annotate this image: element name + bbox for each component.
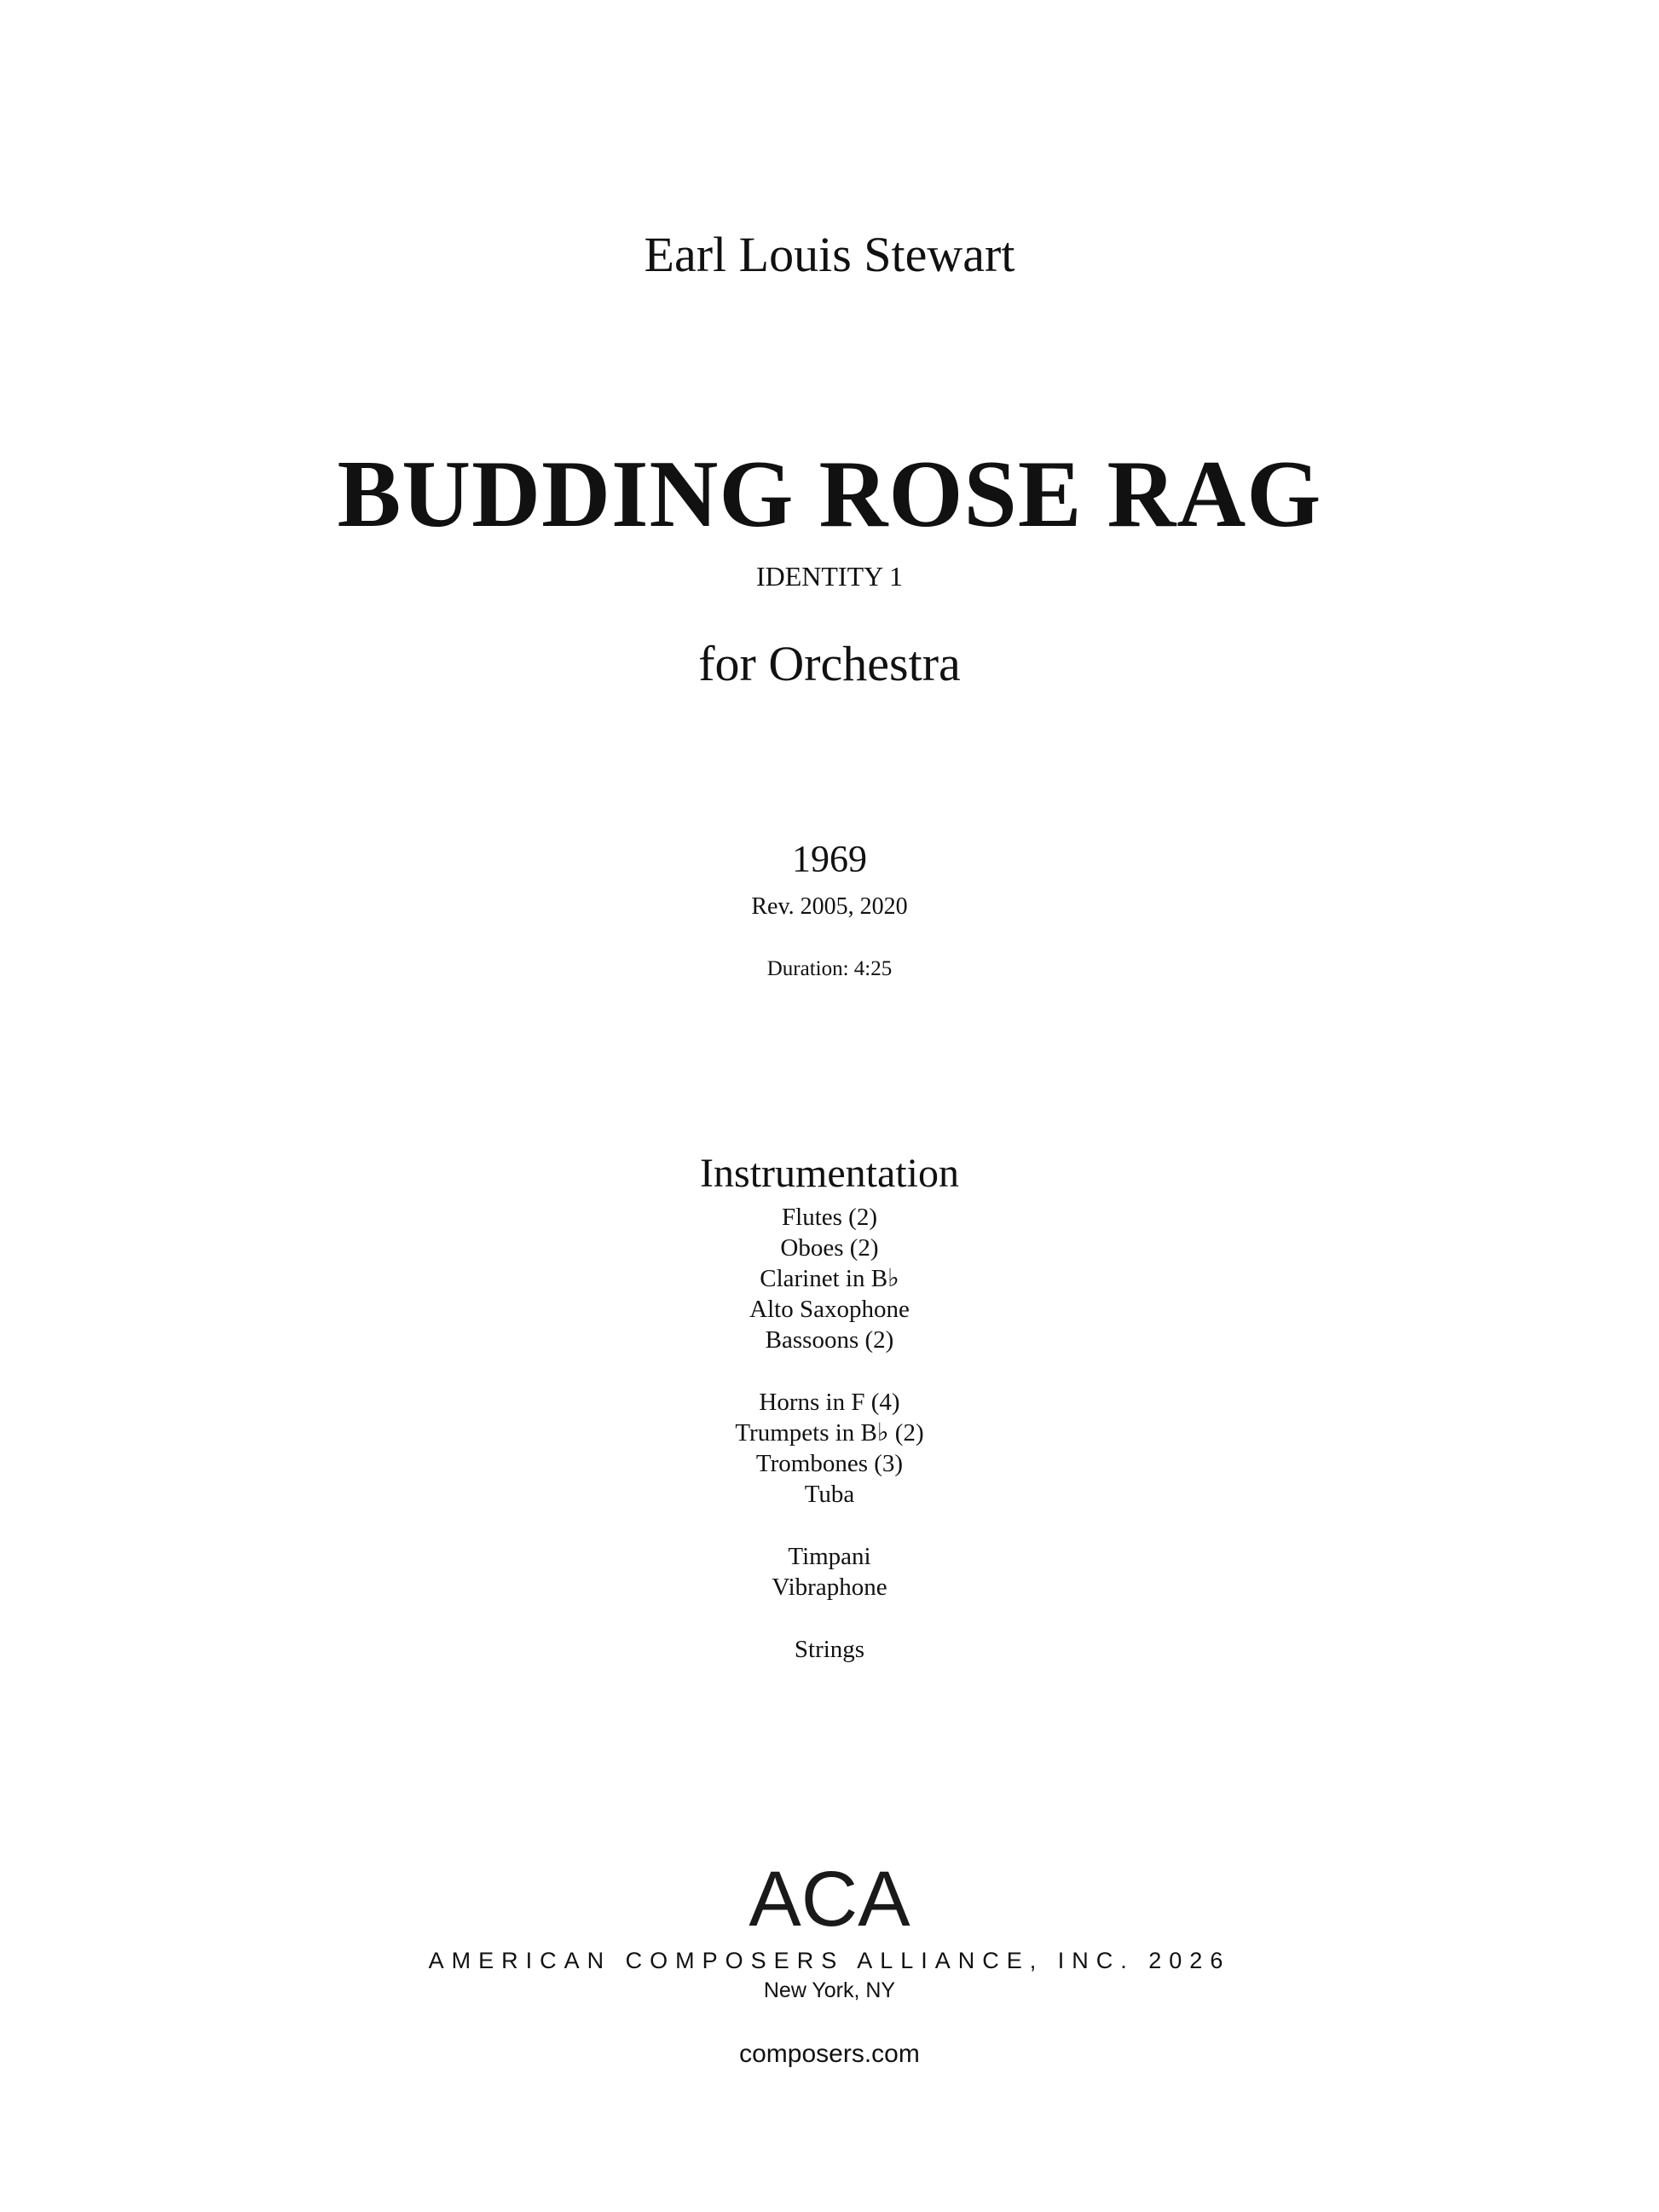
instrument-item: Trumpets in B♭ (2) xyxy=(735,1419,924,1447)
woodwinds-group xyxy=(0,1202,1659,1355)
publisher-website: composers.com xyxy=(739,2040,920,2068)
work-subtitle: for Orchestra xyxy=(698,636,961,691)
instrument-item: Horns in F (4) xyxy=(759,1389,900,1416)
instrument-item: Clarinet in B♭ xyxy=(760,1265,899,1292)
instrument-item: Vibraphone xyxy=(772,1574,887,1601)
instrument-item: Timpani xyxy=(788,1543,871,1570)
strings-group xyxy=(0,1634,1659,1665)
composition-year: 1969 xyxy=(792,838,867,880)
duration: Duration: 4:25 xyxy=(766,957,893,980)
instrument-item: Oboes (2) xyxy=(780,1234,879,1262)
work-title: BUDDING ROSE RAG xyxy=(337,442,1322,547)
revision-years: Rev. 2005, 2020 xyxy=(751,893,908,920)
composer-name: Earl Louis Stewart xyxy=(644,227,1015,282)
instrument-item: Flutes (2) xyxy=(782,1204,877,1231)
instrument-item: Bassoons (2) xyxy=(765,1326,894,1354)
instrument-item: Alto Saxophone xyxy=(749,1296,910,1323)
instrument-item: Tuba xyxy=(804,1481,855,1508)
instrument-item: Trombones (3) xyxy=(755,1450,904,1477)
instrument-item: Strings xyxy=(794,1636,865,1663)
instrumentation-list xyxy=(0,1202,1659,1696)
brass-group xyxy=(0,1387,1659,1510)
publisher-name: AMERICAN COMPOSERS ALLIANCE, INC. 2026 xyxy=(428,1948,1231,1973)
publisher-location: New York, NY xyxy=(763,1978,896,2002)
work-identity: IDENTITY 1 xyxy=(755,561,904,592)
percussion-group xyxy=(0,1541,1659,1603)
instrumentation-heading: Instrumentation xyxy=(700,1151,959,1196)
publisher-logo: ACA xyxy=(749,1856,910,1943)
